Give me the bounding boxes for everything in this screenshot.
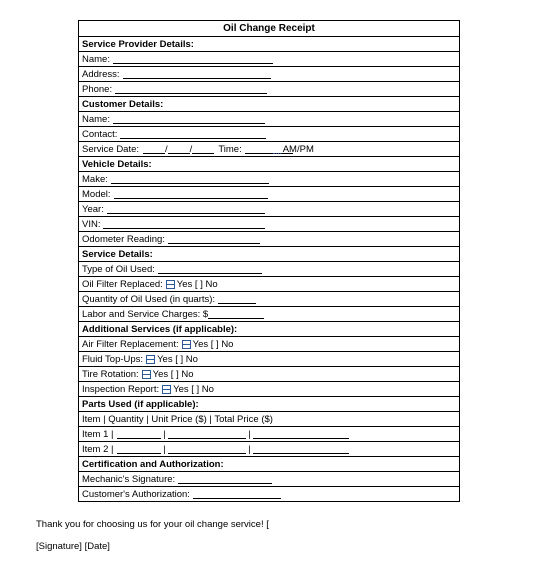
sp-address-field[interactable]	[123, 69, 271, 79]
section-label: Additional Services (if applicable):	[82, 323, 238, 335]
sp-name-field[interactable]	[113, 54, 273, 64]
inspection-checkbox[interactable]	[162, 385, 171, 394]
field-label: Phone:	[82, 83, 113, 95]
oil-type-field[interactable]	[158, 264, 262, 274]
section-additional	[79, 321, 459, 336]
c-contact-field[interactable]	[120, 129, 266, 139]
section-customer	[79, 96, 459, 111]
section-parts	[79, 396, 459, 411]
air-filter-row	[79, 336, 459, 351]
field-label: Air Filter Replacement:	[82, 338, 179, 350]
c-name-row	[79, 111, 459, 126]
field-label: Name:	[82, 53, 110, 65]
model-field[interactable]	[114, 189, 268, 199]
section-certification	[79, 456, 459, 471]
yes-no-label: Yes [ ] No	[173, 383, 214, 395]
field-label: Model:	[82, 188, 111, 200]
field-label: Quantity of Oil Used (in quarts):	[82, 293, 216, 305]
field-label: Name:	[82, 113, 110, 125]
thank-you-text: Thank you for choosing us for your oil change service! [	[36, 519, 269, 530]
field-label: Year:	[82, 203, 104, 215]
item1-qty-field[interactable]	[117, 429, 161, 439]
field-label: Mechanic's Signature:	[82, 473, 176, 485]
air-filter-checkbox[interactable]	[182, 340, 191, 349]
field-label: Inspection Report:	[82, 383, 160, 395]
mechanic-signature-field[interactable]	[178, 474, 272, 484]
yes-no-label: Yes [ ] No	[157, 353, 198, 365]
yes-no-label: Yes [ ] No	[152, 368, 194, 380]
tire-row	[79, 366, 459, 381]
section-service-provider	[79, 36, 459, 51]
fluid-checkbox[interactable]	[146, 355, 155, 364]
vin-row	[79, 216, 459, 231]
form-title-row	[79, 21, 459, 36]
form-title: Oil Change Receipt	[223, 23, 315, 34]
item2-qty-field[interactable]	[117, 444, 161, 454]
field-label: Customer's Authorization:	[82, 488, 190, 500]
customer-auth-row	[79, 486, 459, 501]
item1-unit-price-field[interactable]	[168, 429, 246, 439]
time-separator	[273, 144, 281, 154]
sp-name-row	[79, 51, 459, 66]
oil-qty-field[interactable]	[218, 294, 256, 304]
year-row	[79, 201, 459, 216]
odometer-field[interactable]	[168, 234, 260, 244]
item2-row: Item 2 | | |	[79, 441, 459, 456]
receipt-form-table	[78, 20, 460, 502]
field-label: Oil Filter Replaced:	[82, 278, 163, 290]
yes-no-label: Yes [ ] No	[192, 338, 234, 350]
field-label: Fluid Top-Ups:	[82, 353, 144, 365]
item1-total-field[interactable]	[253, 429, 349, 439]
section-service-details	[79, 246, 459, 261]
field-label: Type of Oil Used:	[82, 263, 155, 275]
oil-qty-row	[79, 291, 459, 306]
oil-filter-row	[79, 276, 459, 291]
tire-checkbox[interactable]	[142, 370, 151, 379]
field-label: Labor and Service Charges: $	[82, 308, 209, 320]
year-field[interactable]	[107, 204, 265, 214]
signature-date-text: [Signature] [Date]	[36, 541, 110, 552]
section-label: Parts Used (if applicable):	[82, 398, 199, 410]
c-contact-row	[79, 126, 459, 141]
date-year-field[interactable]	[192, 144, 214, 154]
item-label: Item 1 |	[82, 428, 114, 440]
section-label: Service Provider Details:	[82, 38, 194, 50]
service-date-row: Service Date: / / Time: AM/PM	[79, 141, 459, 156]
make-row	[79, 171, 459, 186]
section-vehicle	[79, 156, 459, 171]
section-label: Customer Details:	[82, 98, 164, 110]
item2-unit-price-field[interactable]	[168, 444, 246, 454]
fluid-row	[79, 351, 459, 366]
model-row	[79, 186, 459, 201]
make-field[interactable]	[111, 174, 269, 184]
item1-row: Item 1 | | |	[79, 426, 459, 441]
c-name-field[interactable]	[113, 114, 265, 124]
item-label: Item 2 |	[82, 443, 114, 455]
labor-row	[79, 306, 459, 321]
sp-phone-field[interactable]	[115, 84, 267, 94]
field-label: Service Date:	[82, 143, 140, 155]
sp-address-row	[79, 66, 459, 81]
mechanic-row	[79, 471, 459, 486]
oil-type-row	[79, 261, 459, 276]
field-label: Tire Rotation:	[82, 368, 139, 380]
field-label: Contact:	[82, 128, 118, 140]
date-day-field[interactable]	[168, 144, 190, 154]
sp-phone-row	[79, 81, 459, 96]
field-label: Time:	[218, 143, 242, 155]
field-label: Odometer Reading:	[82, 233, 165, 245]
field-label: Address:	[82, 68, 120, 80]
odometer-row	[79, 231, 459, 246]
section-label: Vehicle Details:	[82, 158, 152, 170]
parts-header-row	[79, 411, 459, 426]
yes-no-label: Yes [ ] No	[176, 278, 218, 290]
date-month-field[interactable]	[143, 144, 165, 154]
customer-auth-field[interactable]	[193, 489, 281, 499]
oil-filter-checkbox[interactable]	[166, 280, 175, 289]
inspection-row	[79, 381, 459, 396]
section-label: Certification and Authorization:	[82, 458, 224, 470]
labor-field[interactable]	[208, 309, 264, 319]
field-label: Make:	[82, 173, 108, 185]
parts-header: Item | Quantity | Unit Price ($) | Total Price ($)	[82, 413, 273, 425]
section-label: Service Details:	[82, 248, 153, 260]
field-label: VIN:	[82, 218, 101, 230]
vin-field[interactable]	[103, 219, 265, 229]
ampm-label: AM/PM	[282, 143, 314, 155]
item2-total-field[interactable]	[253, 444, 349, 454]
